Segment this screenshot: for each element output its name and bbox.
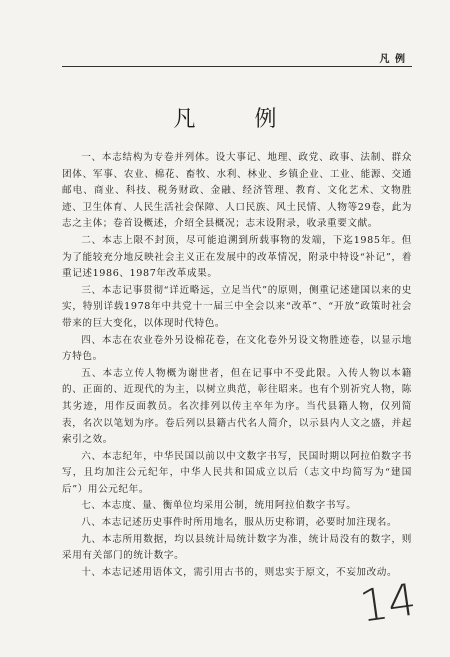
paragraph-7: 七、本志度、量、衡单位均采用公制，统用阿拉伯数字书写。 xyxy=(81,500,357,512)
paragraph-3: 三、本志记事贯彻“详近略远，立足当代”的原则，侧重记述建国以来的史实，特别详载1978年中共党十一届三中全会以来“改革”、“开放”政策时社会带来的巨大变化，以体现时代特色。 xyxy=(62,284,412,329)
paragraph-4: 四、本志在农业卷外另设棉花卷，在文化卷外另设文物胜迹卷，以显示地方特色。 xyxy=(62,334,412,363)
header-rule xyxy=(62,66,412,67)
paragraph-9: 九、本志所用数据，均以县统计局统计数字为准，统计局没有的数字，则采用有关部门的统计数字。 xyxy=(62,533,412,562)
paragraph-10: 十、本志记述用语体文，需引用古书的，则忠实于原文，不妄加改动。 xyxy=(81,566,398,578)
page-title: 凡 例 xyxy=(173,107,303,132)
paragraph-5: 五、本志立传人物概为谢世者，但在记事中不受此限。入传人物以本籍的、正面的、近现代的为主，以树立典范，彰往昭来。也有个别祈究人物，陈其劣迹，用作反面教员。名次排列以传主卒年为序。当代县籍人物，仅列简表，名次以笔划为序。卷后列以县籍古代名人简介，以示县内人文之盛，并起索引之效。 xyxy=(62,367,412,446)
paragraph-1: 一、本志结构为专卷并列体。设大事记、地理、政党、政事、法制、群众团体、军事、农业、棉花、畜牧、水利、林业、乡镇企业、工业、能源、交通邮电、商业、科技、税务财政、金融、经济管理、教育、文化艺术、文物胜迹、卫生体育、人民生活社会保障、人口民族、风土民情、人物等29卷，此为志之主体；卷首设概述，介绍全县概况；志末设附录，收录重要文献。 xyxy=(62,152,412,230)
handwritten-page-number: 14 xyxy=(356,574,420,633)
paragraph-2: 二、本志上限不封顶，尽可能追溯到所载事物的发端，下迄1985年。但为了能较充分地反映社会主义正在发展中的改革情况，附录中特设“补记”，着重记述1986、1987年改革成果。 xyxy=(62,234,412,280)
body-text xyxy=(62,150,412,581)
paragraph-6: 六、本志纪年，中华民国以前以中文数字书写，民国时期以阿拉伯数字书写，且均加注公元纪年，中华人民共和国成立以后（志文中均简写为“建国后”）用公元纪年。 xyxy=(62,450,412,495)
running-head: 凡 例 xyxy=(379,54,406,65)
paragraph-8: 八、本志记述历史事件时所用地名，服从历史称谓，必要时加注现名。 xyxy=(81,517,398,529)
